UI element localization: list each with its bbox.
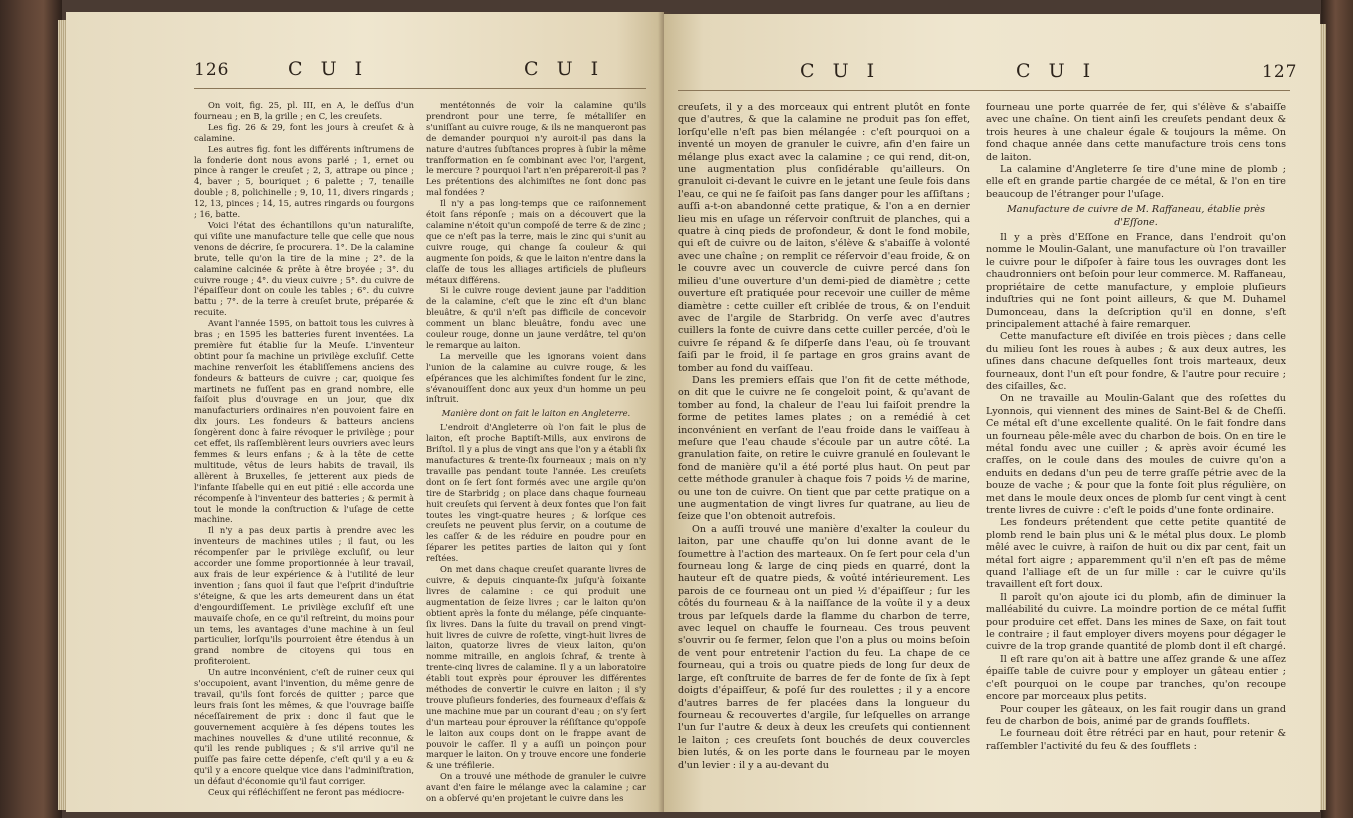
paragraph: On ne travaille au Moulin-Galant que des roſettes du Lyonnois, qui viennent des mines de Saint-Bel & de Cheſſi. Ce métal eſt d'une excellente qualité. On le fait fondre dans un fourneau pêle-mêle avec du charbon de bois. On en tire le métal fondu avec une cuiller ; & après avoir écumé les craſſes, on le coule dans des moules de cuivre qu'on a enduits en dedans d'un peu de terre graſſe pétrie avec de la bouze de vache ; & pour que la fonte ſoit plus régulière, on met dans le moule deux onces de plomb ſur cent vingt à cent trente livres de cuivre : c'eſt le poids d'une fonte ordinaire. [986, 393, 1286, 516]
paragraph: Pour couper les gâteaux, on les fait rougir dans un grand feu de charbon de bois, animé par de grands ſoufflets. [986, 703, 1286, 727]
paragraph: La merveille que les ignorans voient dans l'union de la calamine au cuivre rouge, & les eſpérances que les alchimiſtes fondent ſur le zinc, s'évanouiſſent donc aux yeux d'un homme un peu inſtruit. [426, 350, 646, 405]
paragraph: Il eſt rare qu'on ait à battre une aſſez grande & une aſſez épaiſſe table de cuivre pour y employer un gâteau entier ; c'eſt pourquoi on le coupe par tranches, qu'on recoupe encore par morceaux plus petits. [986, 653, 1286, 703]
paragraph: Cette manufacture eſt diviſée en trois pièces ; dans celle du milieu ſont les roues à aubes ; & aux deux autres, les uſines dans chacune deſquelles ſont trois marteaux, deux fourneaux, dont l'un eſt pour fondre, & l'autre pour recuire ; des ciſailles, &c. [986, 331, 1286, 392]
section-heading: Manière dont on fait le laiton en Angleterre. [441, 408, 631, 419]
text-column-1 [678, 102, 970, 772]
paragraph: Il y a près d'Eſſone en France, dans l'endroit qu'on nomme le Moulin-Galant, une manufacture où l'on travailler le cuivre pour le diſpoſer à faire tous les ouvrages dont les chaudronniers ont beſoin pour leur commerce. M. Raffaneau, propriétaire de cette manufacture, y emploie pluſieurs induſtries qui ne ſont point ailleurs, & que M. Duhamel Dumonceau, dans la deſcription qu'il en donne, s'eſt principalement attaché à faire remarquer. [986, 232, 1286, 330]
paragraph: Voici l'état des échantillons qu'un naturaliſte, qui viſite une manufacture telle que celle que nous venons de décrire, ſe procurera. 1°. De la calamine brute, telle qu'on la tire de la mine ; 2°. de la calamine calcinée & prête à être broyée ; 3°. du cuivre rouge ; 4°. du vieux cuivre ; 5°. du cuivre de l'épaiſſeur dont on coule les tables ; 6°. du cuivre battu ; 7°. de la terre à creuſet brute, préparée & recuite. [194, 219, 414, 318]
paragraph: On met dans chaque creuſet quarante livres de cuivre, & depuis cinquante-ſix juſqu'à ſoixante livres de calamine : ce qui produit une augmentation de ſeize livres ; car le laiton qu'on obtient après la fonte du mélange, péſe cinquante-ſix livres. Dans la ſuite du travail on prend vingt-huit livres de cuivre de roſette, vingt-huit livres de laiton, quatorze livres de vieux laiton, qu'on nomme mitraille, en anglois ſchraf, & trente à trente-cinq livres de calamine. Il y a un laboratoire établi tout exprès pour éprouver les différentes méthodes de convertir le cuivre en laiton ; il s'y trouve pluſieurs fonderies, des fourneaux d'eſſais & une machine mue par un courant d'eau ; on s'y ſert d'un marteau pour éprouver la réſiſtance qu'oppoſe le laiton aux coups dont on le frappe avant de pouvoir le caſſer. Il y a auſſi un poinçon pour marquer le laiton. On y trouve encore une fonderie & une tréfilerie. [426, 564, 646, 771]
text-column-2 [426, 100, 646, 804]
paragraph: On a auſſi trouvé une manière d'exalter la couleur du laiton, par une chauffe qu'on lui donne avant de le ſoumettre à l'action des marteaux. On ſe ſert pour cela d'un fourneau long & large de cinq pieds en quarré, dont la hauteur eſt de quatre pieds, & voûté intérieurement. Les parois de ce fourneau ont un pied ½ d'épaiſſeur ; ſur les côtés du fourneau & à la naiſſance de la voûte il y a deux trous par leſquels darde la flamme du charbon de terre, avec lequel on chauffe le fourneau. Ces trous peuvent s'ouvrir ou ſe fermer, ſelon que l'on a plus ou moins beſoin de vent pour entretenir l'action du feu. La chape de ce fourneau, qui a trois ou quatre pieds de long ſur deux de large, eſt conſtruite de barres de fer de fonte de ſix à ſept doigts d'épaiſſeur, & poſé ſur des roulettes ; il y a encore d'autres barres de fer placées dans la longueur du fourneau & recouvertes d'argile, ſur leſquelles on arrange l'un ſur l'autre & deux à deux les creuſets qui contiennent le laiton ; ces creuſets ſont bouchés de deux couvercles bien lutés, & on les porte dans le fourneau par le moyen d'un levier : il y a au-devant du [678, 523, 970, 771]
paragraph: Le fourneau doit être rétréci par en haut, pour retenir & raſſembler l'activité du feu & des ſoufflets : [986, 728, 1286, 752]
paragraph: Ceux qui réfléchiſſent ne feront pas médiocre- [208, 787, 405, 798]
paragraph: Si le cuivre rouge devient jaune par l'addition de la calamine, c'eſt que le zinc eſt d'un blanc bleuâtre, & qu'il n'eſt pas difficile de concevoir comment un blanc bleuâtre, fondu avec une couleur rouge, donne un jaune verdâtre, tel qu'on le remarque au laiton. [426, 285, 646, 350]
header-rule [194, 88, 646, 89]
paragraph: Les fondeurs prétendent que cette petite quantité de plomb rend le bain plus uni & le métal plus doux. Le plomb mêlé avec le cuivre, à raiſon de huit ou dix par cent, fait un métal fort aigre ; apparemment qu'il n'en eſt pas de même quand l'alliage eſt de un ſur mille : car le cuivre qu'ils travaillent eſt fort doux. [986, 517, 1286, 591]
paragraph: Avant l'année 1595, on battoit tous les cuivres à bras ; en 1595 les batteries furent inventées. La première fut établie ſur la Meuſe. L'inventeur obtint pour ſa machine un privilège excluſif. Cette machine renverſoit les établiſſemens anciens des fondeurs & batteurs de cuivre ; car, quoique ſes martinets ne fuſſent pas en grand nombre, elle faiſoit plus d'ouvrage en un jour, que dix manufacturiers ordinaires n'en pouvoient faire en dix jours. Les fondeurs & batteurs anciens ſongèrent donc à faire révoquer le privilège ; pour cet effet, ils raſſemblèrent leurs ouvriers avec leurs femmes & leurs enfans ; & à la tête de cette multitude, vêtus de leurs habits de travail, ils allèrent à Bruxelles, ſe jetterent aux pieds de l'infante Iſabelle qui en eut pitié : elle accorda une récompenſe à l'inventeur des batteries ; & permit à tout le monde la conſtruction & l'uſage de cette machine. [194, 318, 414, 525]
paragraph: fourneau une porte quarrée de fer, qui s'élève & s'abaiſſe avec une chaîne. On tient ainſi les creuſets pendant deux & trois heures à une chaleur égale & toujours la même. On fond chaque année dans cette manufacture trois cens tons de laiton. [986, 102, 1286, 163]
paragraph: Il n'y a pas long-temps que ce raiſonnement étoit ſans réponſe ; mais on a découvert que la calamine n'étoit qu'un compoſé de terre & de zinc ; que ce n'eſt pas la terre, mais le zinc qui s'unit au cuivre rouge, qui change ſa couleur & qui augmente ſon poids, & que le laiton n'entre dans la claſſe de tous les alliages artificiels de pluſieurs métaux différens. [426, 198, 646, 285]
paragraph: On voit, fig. 25, pl. III, en A, le deſſus d'un fourneau ; en B, la grille ; en C, les creuſets. [194, 100, 414, 121]
text-column-2 [986, 102, 1286, 753]
paragraph: Les fig. 26 & 29, font les jours à creuſet & à calamine. [194, 121, 414, 143]
paragraph: mentétonnés de voir la calamine qu'ils prendront pour une terre, ſe métalliſer en s'uniſſant au cuivre rouge, & ils ne manqueront pas de demander pourquoi n'y auroit-il pas dans la nature d'autres ſubſtances propres à ſubir la même tranſformation en ſe combinant avec l'or, l'argent, le mercure ? pourquoi l'art n'en prépareroit-il pas ? Les prétentions des alchimiſtes ne ſont donc pas mal fondées ? [426, 100, 646, 198]
right-page [664, 14, 1320, 812]
paragraph: Il n'y a pas deux partis à prendre avec les inventeurs de machines utiles ; il faut, ou les récompenſer par le privilège excluſif, ou leur accorder une ſomme proportionnée à leur travail, aux frais de leur expérience & à l'utilité de leur invention ; ſans quoi il faut que l'eſprit d'induſtrie s'éteigne, & que les arts demeurent dans un état d'engourdiſſement. Le privilège excluſif eſt une mauvaiſe choſe, en ce qu'il reſtreint, du moins pour un tems, les avantages d'une machine à un ſeul particulier, lorſqu'ils pourroient être étendus à un grand nombre de citoyens qui tous en profiteroient. [194, 525, 414, 667]
book-cover-left [0, 0, 62, 818]
paragraph: Il paroît qu'on ajoute ici du plomb, afin de diminuer la malléabilité du cuivre. La moindre portion de ce métal ſuffit pour produire cet effet. Dans les mines de Saxe, on fait tout le contraire ; il faut employer divers moyens pour dégager le cuivre de la trop grande quantité de plomb dont il eſt chargé. [986, 591, 1286, 653]
section-heading: Manufacture de cuivre de M. Raffaneau, établie près d'Eſſone. [1006, 204, 1266, 228]
paragraph: La calamine d'Angleterre ſe tire d'une mine de plomb ; elle eſt en grande partie chargée de ce métal, & l'on en tire beaucoup de l'étranger pour l'uſage. [986, 164, 1286, 200]
running-head: C U I [524, 58, 605, 80]
paragraph: creuſets, il y a des morceaux qui entrent plutôt en fonte que d'autres, & que la calamine ne produit pas ſon effet, lorſqu'elle n'eſt pas bien mélangée : c'eſt pourquoi on a inventé un moyen de granuler le cuivre, afin d'en faire un mélange plus exact avec la calamine ; ce qui rend, dit-on, une augmentation plus conſidérable qu'ailleurs. On granuloit ci-devant le cuivre en le jetant une ſeule fois dans l'eau, ce qui ne ſe faiſoit pas ſans danger pour les aſſiſtans ; auſſi a-t-on abandonné cette pratique, & l'on a en dernier lieu mis en uſage un réſervoir conſtruit de planches, qui a quatre à cinq pieds de profondeur, & dont le fond mobile, qui eſt de cuivre ou de laiton, s'élève & s'abaiſſe à volonté avec une chaîne ; on remplit ce réſervoir d'eau froide, & on le couvre avec un couvercle de cuivre percé dans ſon milieu d'une ouverture d'un demi-pied de diamètre ; cette ouverture eſt pratiquée pour recevoir une cuiller de même diamètre : cette cuiller eſt criblée de trous, & on l'enduit avec de l'argile de Starbridg. On verſe avec d'autres cuillers la fonte de cuivre dans cette cuiller percée, d'où le cuivre ſe répand & ſe diſperſe dans l'eau, où ſe trouvant ſaiſi par le froid, il ſe partage en gros grains avant de tomber au fond du vaiſſeau. [678, 102, 970, 374]
running-head: C U I [288, 58, 369, 80]
paragraph: On a trouvé une méthode de granuler le cuivre avant d'en faire le mélange avec la calamine ; car on a obſervé qu'en projetant le cuivre dans les [426, 771, 646, 804]
page-number: 127 [1262, 62, 1298, 82]
paragraph: Dans les premiers eſſais que l'on fit de cette méthode, on dit que le cuivre ne ſe congeloit point, & qu'avant de tomber au fond, la chaleur de l'eau lui faiſoit prendre la forme de petites lames plates ; on a remédié à cet inconvénient en verſant de l'eau froide dans le vaiſſeau à meſure que l'eau chaude s'écoule par un autre côté. La granulation faite, on retire le cuivre granulé en ſoulevant le fond de manière qu'il a été porté plus haut. On peut par cette méthode granuler à chaque fois 7 poids ½ de marine, ou une ton de cuivre. On tient que par cette pratique on a une augmentation de vingt livres ſur quatrane, au lieu de ſeize que l'on obtenoit autrefois. [678, 374, 970, 523]
left-page [66, 12, 664, 812]
running-head: C U I [800, 60, 881, 82]
running-head: C U I [1016, 60, 1097, 82]
page-number: 126 [194, 60, 230, 80]
paragraph: Un autre inconvénient, c'eſt de ruiner ceux qui s'occupoient, avant l'invention, du même genre de travail, qu'ils ſont forcés de quitter ; parce que leurs frais ſont les mêmes, & que l'ouvrage baiſſe néceſſairement de prix : donc il faut que le gouvernement acquière à ſes dépens toutes les machines nouvelles & d'une utilité reconnue, & qu'il les rende publiques ; & s'il arrive qu'il ne puiſſe pas faire cette dépenſe, c'eſt qu'il y a eu & qu'il y a encore quelque vice dans l'adminiſtration, un défaut d'économie qu'il faut corriger. [194, 667, 414, 787]
header-rule [678, 90, 1290, 91]
paragraph: Les autres fig. font les différents inſtrumens de la fonderie dont nous avons parlé ; 1, ernet ou pince à ranger le creuſet ; 2, 3, attrape ou pince ; 4, baver ; 5, bouriquet ; 6 palette ; 7, tenaille double ; 8, polichinelle ; 9, 10, 11, divers ringards ; 12, 13, pinces ; 14, 15, autres ringards ou fourgons ; 16, batte. [194, 143, 414, 220]
text-column-1 [194, 100, 414, 798]
paragraph: L'endroit d'Angleterre où l'on fait le plus de laiton, eſt proche Baptiſt-Mills, aux environs de Briſtol. Il y a plus de vingt ans que l'on y a établi ſix manufactures & trente-ſix fourneaux ; mais on n'y travaille pas pendant toute l'année. Les creuſets dont on ſe ſert ſont formés avec une argile qu'on tire de Starbridg ; on place dans chaque fourneau huit creuſets qui ſervent à deux fontes que l'on fait toutes les vingt-quatre heures ; & lorſque ces creuſets ne peuvent plus ſervir, on a coutume de les caſſer & de les réduire en poudre pour en ſéparer les petites parties de laiton qui y ſont reſtées. [426, 422, 646, 564]
